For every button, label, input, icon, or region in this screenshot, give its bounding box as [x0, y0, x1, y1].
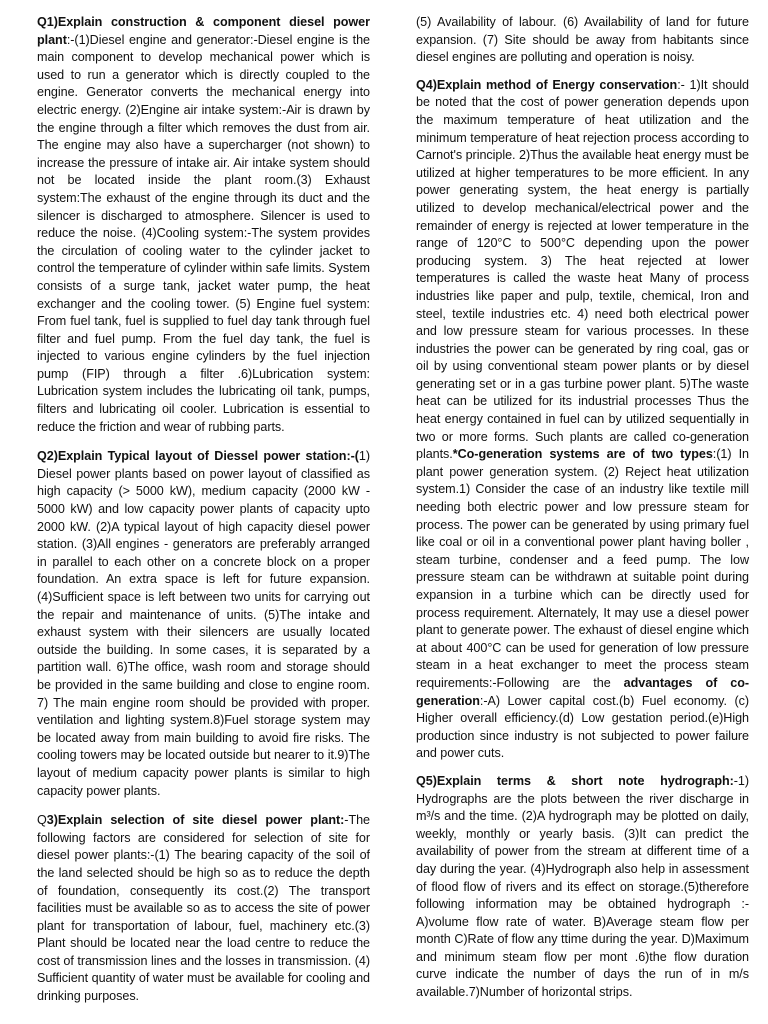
q2-heading: Q2)Explain Typical layout of Diessel power station:-(: [37, 449, 359, 464]
q3-prefix: Q: [37, 813, 47, 828]
q2-paragraph: [37, 448, 370, 800]
q3-continued-paragraph: (5) Availability of labour. (6) Availability of land for future expansion. (7) Site should be away from habitants since diesel engines are polluting and operation is noisy.: [416, 15, 749, 65]
q1-paragraph: [37, 14, 370, 436]
q5-body: -1) Hydrographs are the plots between the river discharge in m³/s and the time. (2)A hydrograph may be plotted on daily, weekly, monthly or yearly basis. (3)It can predict the availability of power from the stream at different time of a day during the year. (4)Hydrograph also help in assessment of flood flow of rivers and its effect on storage.(5)therefore following information may be obtained hydrograph :- A)volume flow rate of water. B)Average steam flow per month C)Rate of flow any ttime during the year. D)Maximum and minimum steam flow per mont .6)the flow duration curve indicate the number of days the run of in m/s available.7)Number of horizontal strips.: [416, 773, 749, 1000]
q5-paragraph: [416, 773, 749, 1002]
right-column: [416, 14, 749, 1024]
q3-heading: 3)Explain selection of site diesel power plant:: [46, 813, 345, 828]
q4-paragraph: [416, 77, 749, 763]
q5-heading: Q5)Explain terms & short note hydrograph:: [416, 773, 734, 788]
q3-body: -The following factors are considered for selection of site for diesel power plants:-(1) The bearing capacity of the soil of the land selected should be high so as to reduce the depth of foundation, consequently its cost.(2) The transport facilities must be available so as to access the site of power plant for transportation of labour, fuel, machinery etc.(3) Plant should be located near the load centre to reduce the cost of transmission lines and the losses in transmission. (4) Sufficient quantity of water must be available for cooling and drinking purposes.: [37, 813, 370, 1004]
q4-body-3: :-A) Lower capital cost.(b) Fuel economy. (c) Higher overall efficiency.(d) Low gestation period.(e)High production since industry is not subjected to power failure and power cuts.: [416, 693, 749, 761]
q4-advantages-heading: advantages of co-generation: [416, 675, 749, 708]
q4-body-2: :(1) In plant power generation system. (2) Reject heat utilization system.1) Consider the case of an industry like textile mill needing both electric power and low pressure steam for process. The power can be generated by using primary fuel like coal or oil in a conventional power plant having boller , steam turbine, condenser and a feed pump. The low pressure steam can be withdrawn at suitable point during expansion in a turbine which can be directly used for process requirement. Alternately, It may use a diesel power plant to generate power. The exhaust of diesel engine which at about 400°C can be used for generation of low pressure steam in a heat exchanger to meet the process steam requirements:-Following are the: [416, 447, 750, 690]
q4-heading: Q4)Explain method of Energy conservation: [416, 77, 678, 92]
q4-body-1: :- 1)It should be noted that the cost of power generation depends upon the maximum temperature of heat utilization and the minimum temperature of heat rejection process according to Carnot's principle. 2)Thus the available heat energy must be utilized at higher temperatures to be more efficient. In any power generating system, the heat energy is partially utilized to develop mechanical/electrical power and the remainder of energy is rejected at lower temperature in the range of 120°C to 500°C depending upon the power producing system. 3) The heat rejected at lower temperatures is called the waste heat Many of process industries like paper and pulp, textile, chemical, Iron and steel, textile industries etc. 4) need both electrical power and low pressure steam for various processes. In these industries the power can be generated by ring coal, gas or oil by using conventional steam power plants or by diesel generating set or in a gas turbine power plant. 5)The waste heat can be utilized for its industrial processes Thus the heat energy contained in fuel can by utilized sequentially in two or more forms. Such plants are called co-generation plants.: [416, 77, 749, 462]
left-column: [37, 14, 370, 1024]
q3-paragraph: [37, 812, 370, 1006]
q1-heading: Q1)Explain construction & component diesel power plant: [37, 15, 370, 47]
q2-body: 1) Diesel power plants based on power layout of classified as high capacity (> 5000 kW), medium capacity (2000 kW - 5000 kW) and low capacity power plants of capacity upto 2000 kW. (2)A typical layout of high capacity diesel power station. (3)All engines - generators are preferably arranged in parallel to each other on a concrete block on a proper foundation. An extra space is left for future expansion. (4)Sufficient space is left between two units for carrying out the repair and maintenance of units. (5)The intake and exhaust system with their silencers are usually located outside the building. In some cases, it is separated by a partition wall. 6)The office, wash room and storage should be provided in the same building and close to engine room. 7) The main engine room should be provided with proper. ventilation and lighting system.8)Fuel storage system may be located away from main building to avoid fire risks. The cooling towers may be located outside but nearer to it.9)The layout of medium capacity power plants is similar to high capacity power plants.: [37, 449, 370, 798]
q4-cogeneration-heading: *Co-generation systems are of two types: [452, 447, 713, 462]
q1-body: :-(1)Diesel engine and generator:-Diesel engine is the main component to develop mechanical power which is used to run a generator which is directly coupled to the engine. Generator converts the mechanical energy into electric energy. (2)Engine air intake system:-Air is drawn by the engine through a filter which removes the dust from air. The engine may also have a supercharger (not shown) to increase the pressure of intake air. Air intake system should not be located inside the plant room.(3) Exhaust system:The exhaust of the engine through its duct and the silencer is discharged to atmosphere. Silencer is used to reduce the noise. (4)Cooling system:-The system provides the circulation of cooling water to the cylinder jacket to control the temperature of cylinder within safe limits. System consists of a surge tank, jacket water pump, the heat exchanger and the cooling tower. (5) Engine fuel system: From fuel tank, fuel is supplied to fuel day tank through fuel filter and fuel pump. From the fuel day tank, the fuel is injected to various engine cylinders by the fuel injection pump (FIP) through a filter .6)Lubrication system: Lubrication system includes the lubricating oil tank, pumps, filters and lubricating oil cooler. Lubrication is essential to reduce the friction and wear of rubbing parts.: [37, 32, 370, 434]
